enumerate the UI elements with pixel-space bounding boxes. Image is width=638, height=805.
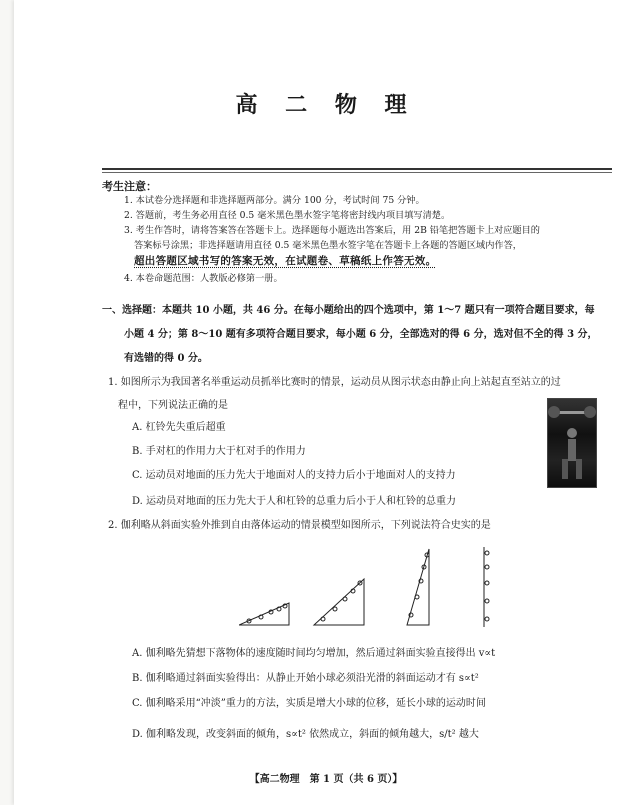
- notice-item-2: 2. 答题前，考生务必用直径 0.5 毫米黑色墨水签字笔将密封线内项目填写清楚。: [124, 210, 451, 221]
- divider-thin: [102, 172, 612, 173]
- q2-stem: 2. 伽利略从斜面实验外推到自由落体运动的情景模型如图所示，下列说法符合史实的是: [108, 520, 491, 531]
- notice-item-3: 3. 考生作答时，请将答案答在答题卡上。选择题每小题选出答案后，用 2B 铅笔把答题卡上对应题目的: [124, 225, 540, 236]
- q1-option-b: B. 手对杠的作用力大于杠对手的作用力: [132, 446, 306, 457]
- q1-option-d: D. 运动员对地面的压力先大于人和杠铃的总重力后小于人和杠铃的总重力: [132, 496, 457, 507]
- exam-page: [14, 0, 638, 805]
- q2-option-a: A. 伽利略先猜想下落物体的速度随时间均匀增加，然后通过斜面实验直接得出 v∝t: [132, 648, 496, 659]
- page-title: 高 二 物 理: [235, 92, 417, 118]
- page-footer: 【高二物理 第 1 页（共 6 页）】: [249, 774, 403, 785]
- notice-bold-text: 超出答题区域书写的答案无效，在试题卷、草稿纸上作答无效。: [134, 255, 437, 267]
- divider: [102, 168, 612, 170]
- q1-stem-1: 1. 如图所示为我国著名举重运动员抓举比赛时的情景，运动员从图示状态由静止向上站起直至站立的过: [108, 377, 561, 388]
- incline-figure: [239, 545, 509, 635]
- notice-item-3-cont: 答案标号涂黑；非选择题请用直径 0.5 毫米黑色墨水签字笔在答题卡上各题的答题区域内作答，: [134, 240, 522, 251]
- section-1-line-1: 一、选择题：本题共 10 小题，共 46 分。在每小题给出的四个选项中，第 1～7 题只有一项符合题目要求，每: [102, 305, 595, 316]
- notice-item-4: 4. 本卷命题范围：人教版必修第一册。: [124, 273, 283, 284]
- q1-stem-2: 程中，下列说法正确的是: [118, 400, 228, 411]
- notice-heading: 考生注意：: [102, 180, 157, 193]
- section-1-line-2: 小题 4 分；第 8～10 题有多项符合题目要求，每小题 6 分，全部选对的得 6 分，选对但不全的得 3 分，: [124, 329, 598, 340]
- notice-item-1: 1. 本试卷分选择题和非选择题两部分。满分 100 分，考试时间 75 分钟。: [124, 195, 425, 206]
- q2-option-c: C. 伽利略采用“冲淡”重力的方法，实质是增大小球的位移，延长小球的运动时间: [132, 698, 486, 709]
- weightlifter-photo: [547, 398, 597, 488]
- notice-item-3-bold: [134, 254, 624, 269]
- q1-option-c: C. 运动员对地面的压力先大于地面对人的支持力后小于地面对人的支持力: [132, 470, 456, 481]
- q2-option-b: B. 伽利略通过斜面实验得出：从静止开始小球必须沿光滑的斜面运动才有 s∝t²: [132, 673, 479, 684]
- q2-option-d: D. 伽利略发现，改变斜面的倾角，s∝t² 依然成立，斜面的倾角越大，s/t² 越大: [132, 729, 479, 740]
- section-1-line-3: 有选错的得 0 分。: [124, 353, 208, 364]
- q1-option-a: A. 杠铃先失重后超重: [132, 422, 226, 433]
